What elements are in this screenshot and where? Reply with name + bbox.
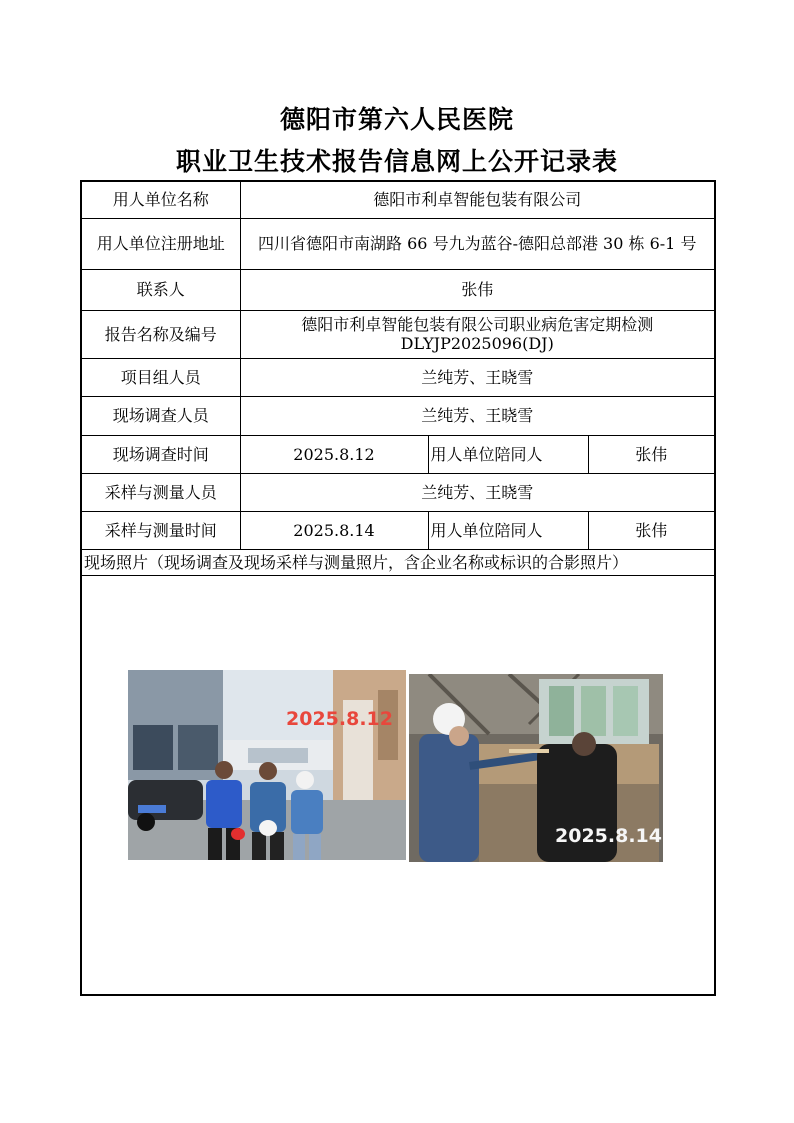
site-survey-photo [128,670,406,860]
site-survey-photo-image [128,670,406,860]
report-name: 德阳市利卓智能包装有限公司职业病危害定期检测 [301,315,654,334]
photo2-date-stamp: 2025.8.14 [555,824,662,847]
address-value: 四川省德阳市南湖路 66 号九为蓝谷-德阳总部港 30 栋 6-1 号 [240,218,715,269]
survey-staff-value: 兰纯芳、王晓雪 [240,396,715,435]
contact-value: 张伟 [240,269,715,310]
team-label: 项目组人员 [81,358,240,396]
photos-label: 现场照片（现场调查及现场采样与测量照片，含企业名称或标识的合影照片） [81,549,715,575]
page-title: 德阳市第六人民医院 [279,105,514,134]
sampling-staff-value: 兰纯芳、王晓雪 [240,473,715,511]
photos-cell [81,575,715,995]
sampling-staff-label: 采样与测量人员 [81,473,240,511]
record-form-table [80,180,716,996]
address-label: 用人单位注册地址 [81,218,240,269]
report-number: DLYJP2025096(DJ) [400,334,554,353]
photo1-date-stamp: 2025.8.12 [286,707,393,730]
sampling-time-label: 采样与测量时间 [81,511,240,549]
report-label: 报告名称及编号 [81,310,240,358]
survey-companion-value: 张伟 [588,435,715,473]
survey-companion-label: 用人单位陪同人 [428,435,588,473]
page-subtitle: 职业卫生技术报告信息网上公开记录表 [175,147,618,176]
survey-staff-label: 现场调查人员 [81,396,240,435]
employer-name-label: 用人单位名称 [81,181,240,218]
sampling-companion-value: 张伟 [588,511,715,549]
sampling-measurement-photo [409,674,663,862]
survey-time-value: 2025.8.12 [240,435,428,473]
team-value: 兰纯芳、王晓雪 [240,358,715,396]
contact-label: 联系人 [81,269,240,310]
sampling-companion-label: 用人单位陪同人 [428,511,588,549]
survey-time-label: 现场调查时间 [81,435,240,473]
sampling-time-value: 2025.8.14 [240,511,428,549]
employer-name-value: 德阳市利卓智能包装有限公司 [240,181,715,218]
report-value [240,310,715,358]
